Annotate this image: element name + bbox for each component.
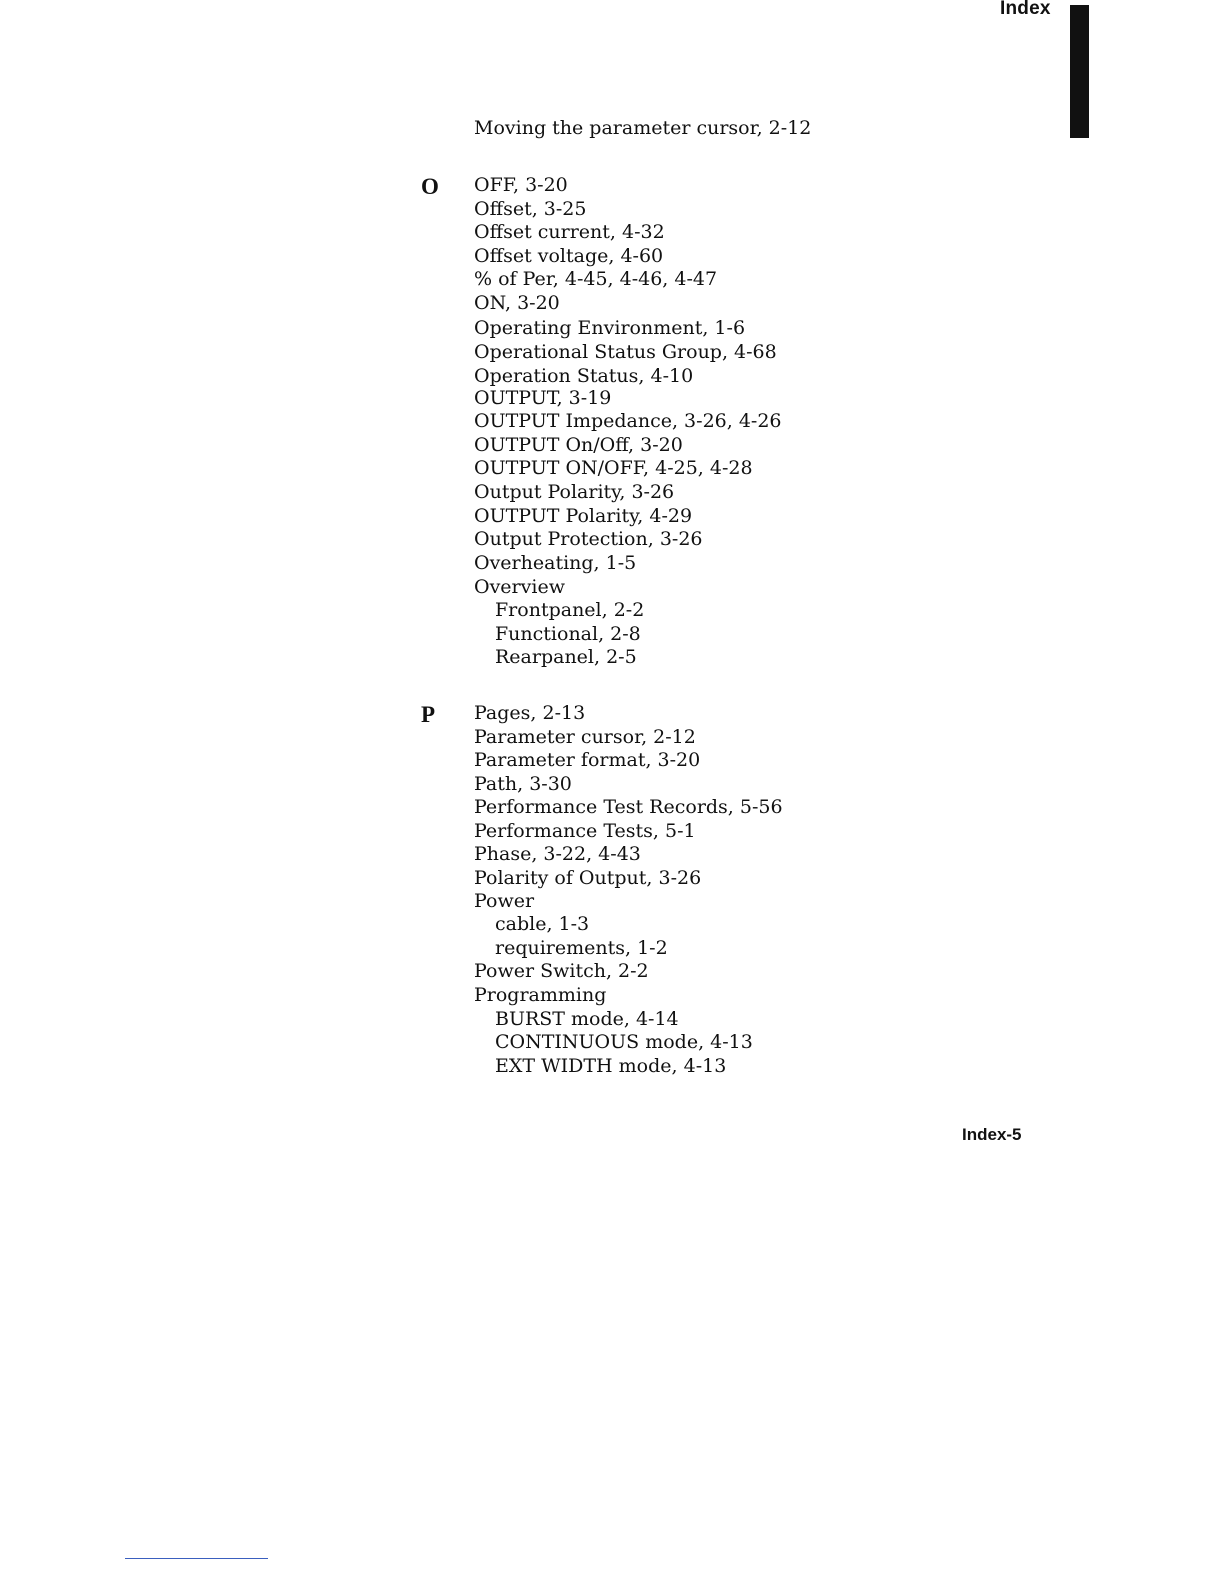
page-number: Index-5 <box>962 1125 1022 1144</box>
index-entry: Phase, 3-22, 4-43 <box>474 843 641 865</box>
index-entry: Output Polarity, 3-26 <box>474 481 675 503</box>
index-entry: Power Switch, 2-2 <box>474 960 649 982</box>
index-entry: OUTPUT Impedance, 3-26, 4-26 <box>474 410 782 432</box>
footer-rule <box>125 1558 268 1559</box>
index-subentry: requirements, 1-2 <box>495 937 668 959</box>
index-entry: Performance Test Records, 5-56 <box>474 796 783 818</box>
index-entry: Operating Environment, 1-6 <box>474 317 746 339</box>
index-entry: Offset voltage, 4-60 <box>474 245 664 267</box>
page-header-title: Index <box>1000 0 1051 19</box>
index-subentry: Frontpanel, 2-2 <box>495 599 645 621</box>
index-entry: Path, 3-30 <box>474 773 572 795</box>
section-letter-o: O <box>421 174 439 199</box>
index-subentry: EXT WIDTH mode, 4-13 <box>495 1055 727 1077</box>
index-entry: Programming <box>474 984 607 1006</box>
index-entry: Pages, 2-13 <box>474 702 586 724</box>
index-entry: Operational Status Group, 4-68 <box>474 341 777 363</box>
index-subentry: Rearpanel, 2-5 <box>495 646 637 668</box>
index-entry: Power <box>474 890 535 912</box>
index-entry: OUTPUT On/Off, 3-20 <box>474 434 683 456</box>
index-entry: Performance Tests, 5-1 <box>474 820 696 842</box>
index-entry: Polarity of Output, 3-26 <box>474 867 702 889</box>
index-subentry: CONTINUOUS mode, 4-13 <box>495 1031 753 1053</box>
index-entry: Parameter cursor, 2-12 <box>474 726 696 748</box>
index-entry: OUTPUT, 3-19 <box>474 387 612 409</box>
index-tab-marker <box>1070 5 1089 138</box>
index-entry: Overheating, 1-5 <box>474 552 637 574</box>
index-entry: Offset current, 4-32 <box>474 221 665 243</box>
index-entry: OUTPUT ON/OFF, 4-25, 4-28 <box>474 457 753 479</box>
index-entry: Moving the parameter cursor, 2-12 <box>474 117 812 139</box>
index-subentry: BURST mode, 4-14 <box>495 1008 679 1030</box>
index-subentry: cable, 1-3 <box>495 913 590 935</box>
index-entry: OUTPUT Polarity, 4-29 <box>474 505 693 527</box>
index-subentry: Functional, 2-8 <box>495 623 641 645</box>
index-entry: Offset, 3-25 <box>474 198 587 220</box>
section-letter-p: P <box>421 702 436 727</box>
index-entry: Output Protection, 3-26 <box>474 528 703 550</box>
index-entry: ON, 3-20 <box>474 292 560 314</box>
index-entry: Operation Status, 4-10 <box>474 365 694 387</box>
index-entry: % of Per, 4-45, 4-46, 4-47 <box>474 268 718 290</box>
index-entry: Overview <box>474 576 565 598</box>
index-entry: OFF, 3-20 <box>474 174 568 196</box>
index-entry: Parameter format, 3-20 <box>474 749 701 771</box>
